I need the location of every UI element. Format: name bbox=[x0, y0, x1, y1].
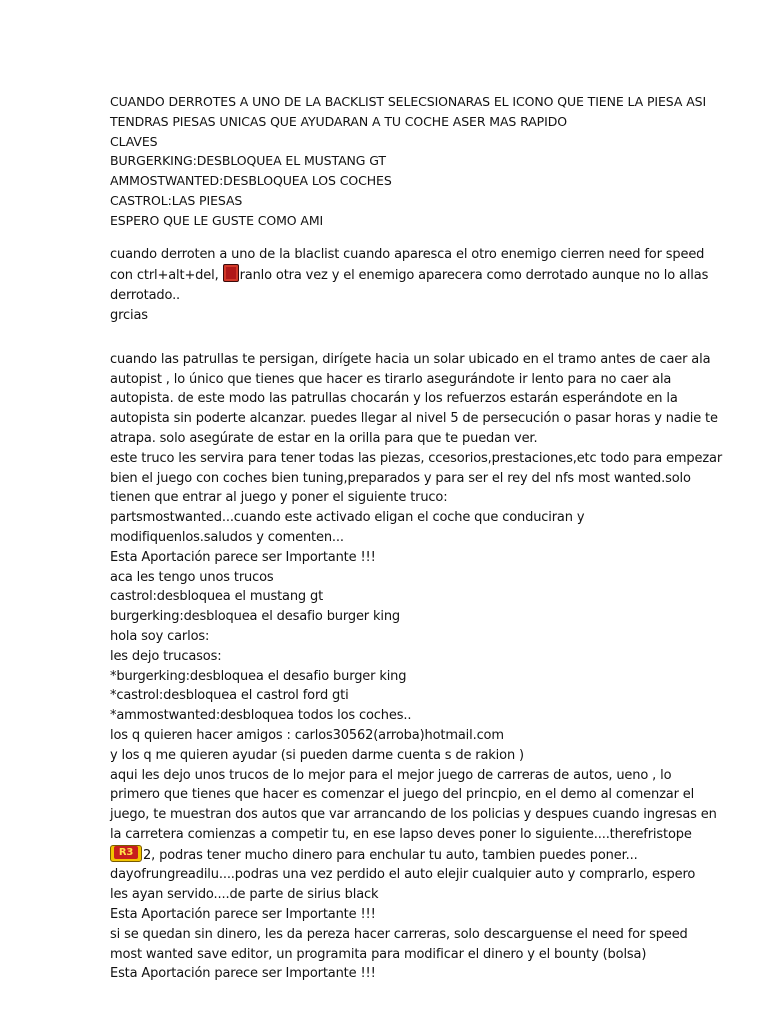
text-line: autopist , lo único que tienes que hacer es tirarlo asegurándote ir lento para no caer ala bbox=[110, 371, 672, 387]
text-line: les dejo trucasos: bbox=[110, 648, 222, 664]
text-line: atrapa. solo asegúrate de estar en la orilla para que te puedan ver. bbox=[110, 430, 538, 446]
text-line: los q quieren hacer amigos : carlos30562(arroba)hotmail.com bbox=[110, 727, 504, 743]
text-fragment: 2, podras tener mucho dinero para enchular tu auto, tambien puedes poner... bbox=[143, 847, 638, 863]
header-line: CLAVES bbox=[110, 133, 158, 149]
text-line: si se quedan sin dinero, les da pereza hacer carreras, solo descarguense el need for speed bbox=[110, 926, 688, 942]
text-line: *ammostwanted:desbloquea todos los coches.. bbox=[110, 708, 412, 724]
header-line: AMMOSTWANTED:DESBLOQUEA LOS COCHES bbox=[110, 173, 392, 189]
text-line: most wanted save editor, un programita para modificar el dinero y el bounty (bolsa) bbox=[110, 946, 647, 962]
text-line: autopista. de este modo las patrullas chocarán y los refuerzos estarán esperándote en la bbox=[110, 391, 678, 407]
header-line: BURGERKING:DESBLOQUEA EL MUSTANG GT bbox=[110, 153, 386, 169]
text-line: castrol:desbloquea el mustang gt bbox=[110, 589, 324, 605]
text-line: y los q me quieren ayudar (si pueden darme cuenta s de rakion ) bbox=[110, 747, 524, 763]
text-line: bien el juego con coches bien tuning,preparados y para ser el rey del nfs most wanted.solo bbox=[110, 470, 691, 486]
red-button-icon bbox=[223, 264, 239, 282]
spacer bbox=[110, 326, 670, 350]
text-line: tienen que entrar al juego y poner el siguiente truco: bbox=[110, 490, 448, 506]
text-line: Esta Aportación parece ser Importante !!! bbox=[110, 549, 376, 565]
text-line: Esta Aportación parece ser Importante !!! bbox=[110, 966, 376, 982]
tip-block-blacklist bbox=[110, 245, 709, 326]
text-line: les ayan servido....de parte de sirius black bbox=[110, 887, 379, 903]
text-line: aca les tengo unos trucos bbox=[110, 569, 274, 585]
text-line: juego, te muestran dos autos que var arrancando de los policias y despues cuando ingresas en bbox=[110, 807, 717, 823]
text-fragment: ranlo otra vez y el enemigo aparecera como derrotado aunque no lo allas bbox=[239, 268, 709, 284]
text-fragment: con ctrl+alt+del, bbox=[110, 268, 223, 284]
text-line: cuando derroten a uno de la blaclist cuando aparesca el otro enemigo cierren need for speed bbox=[110, 246, 705, 262]
tip-block-main bbox=[110, 350, 723, 985]
document-page bbox=[110, 92, 723, 984]
text-line: primero que tienes que hacer es comenzar el juego del princpio, en el demo al comenzar el bbox=[110, 787, 695, 803]
text-line: dayofrungreadilu....podras una vez perdido el auto elejir cualquier auto y comprarlo, espero bbox=[110, 867, 696, 883]
text-line: Esta Aportación parece ser Importante !!! bbox=[110, 907, 376, 923]
header-line: CUANDO DERROTES A UNO DE LA BACKLIST SELECSIONARAS EL ICONO QUE TIENE LA PIESA ASI bbox=[110, 94, 707, 109]
r3-label: R3 bbox=[114, 846, 138, 859]
text-line: hola soy carlos: bbox=[110, 628, 210, 644]
text-line: *castrol:desbloquea el castrol ford gti bbox=[110, 688, 349, 704]
text-line-with-icon bbox=[110, 264, 709, 286]
header-block bbox=[110, 92, 707, 231]
header-line: ESPERO QUE LE GUSTE COMO AMI bbox=[110, 212, 324, 228]
text-line-with-icon bbox=[110, 845, 670, 866]
text-line: grcias bbox=[110, 307, 148, 323]
text-line: aqui les dejo unos trucos de lo mejor para el mejor juego de carreras de autos, ueno , lo bbox=[110, 767, 672, 783]
r3-button-icon bbox=[110, 845, 142, 862]
text-line: *burgerking:desbloquea el desafio burger king bbox=[110, 668, 407, 684]
header-line: TENDRAS PIESAS UNICAS QUE AYUDARAN A TU COCHE ASER MAS RAPIDO bbox=[110, 113, 567, 129]
spacer bbox=[110, 231, 670, 245]
text-line: partsmostwanted...cuando este activado eligan el coche que conduciran y bbox=[110, 510, 585, 526]
text-line: derrotado.. bbox=[110, 288, 181, 304]
text-line: la carretera comienzas a competir tu, en ese lapso deves poner lo siguiente....therefristope bbox=[110, 826, 692, 842]
header-line: CASTROL:LAS PIESAS bbox=[110, 192, 243, 208]
text-line: este truco les servira para tener todas las piezas, ccesorios,prestaciones,etc todo para empezar bbox=[110, 450, 723, 466]
text-line: cuando las patrullas te persigan, dirígete hacia un solar ubicado en el tramo antes de caer ala bbox=[110, 351, 711, 367]
text-line: autopista sin poderte alcanzar. puedes llegar al nivel 5 de persecución o pasar horas y nadie te bbox=[110, 411, 718, 427]
text-line: burgerking:desbloquea el desafio burger king bbox=[110, 609, 401, 625]
text-line: modifiquenlos.saludos y comenten... bbox=[110, 529, 344, 545]
